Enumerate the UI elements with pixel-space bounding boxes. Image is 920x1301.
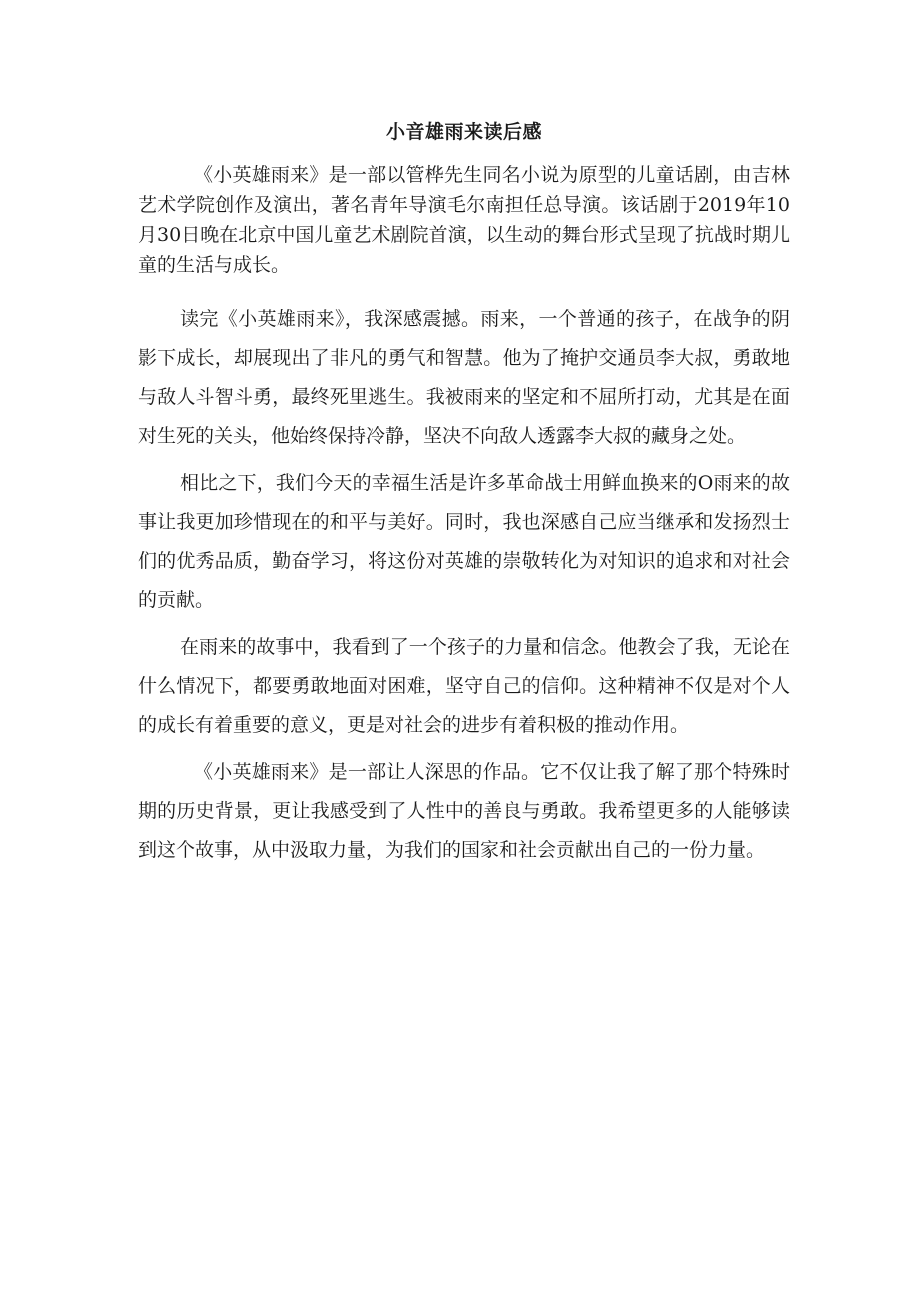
document-title: 小音雄雨来读后感 xyxy=(385,121,542,143)
paragraph-5: 《小英雄雨来》是一部让人深思的作品。它不仅让我了解了那个特殊时期的历史背景，更让我感受到了人性中的善良与勇敢。我希望更多的人能够读到这个故事，从中汲取力量，为我们的国家和社会贡献出自己的一份力量。 xyxy=(138,761,790,861)
paragraph-2: 读完《小英雄雨来》，我深感震撼。雨来，一个普通的孩子，在战争的阴影下成长，却展现出了非凡的勇气和智慧。他为了掩护交通员李大叔，勇敢地与敌人斗智斗勇，最终死里逃生。我被雨来的坚定和不屈所打动，尤其是在面对生死的关头，他始终保持冷静，坚决不向敌人透露李大叔的藏身之处。 xyxy=(138,308,790,447)
paragraph-1: 《小英雄雨来》是一部以管桦先生同名小说为原型的儿童话剧，由吉林艺术学院创作及演出，著名青年导演毛尔南担任总导演。该话剧于2019年10月30日晚在北京中国儿童艺术剧院首演，以生动的舞台形式呈现了抗战时期儿童的生活与成长。 xyxy=(138,164,790,276)
paragraph-4: 在雨来的故事中，我看到了一个孩子的力量和信念。他教会了我，无论在什么情况下，都要勇敢地面对困难，坚守自己的信仰。这种精神不仅是对个人的成长有着重要的意义，更是对社会的进步有着积极的推动作用。 xyxy=(138,636,790,736)
paragraph-3: 相比之下，我们今天的幸福生活是许多革命战士用鲜血换来的O雨来的故事让我更加珍惜现在的和平与美好。同时，我也深感自己应当继承和发扬烈士们的优秀品质，勤奋学习，将这份对英雄的崇敬转化为对知识的追求和对社会的贡献。 xyxy=(138,472,790,611)
document-page xyxy=(138,118,790,878)
